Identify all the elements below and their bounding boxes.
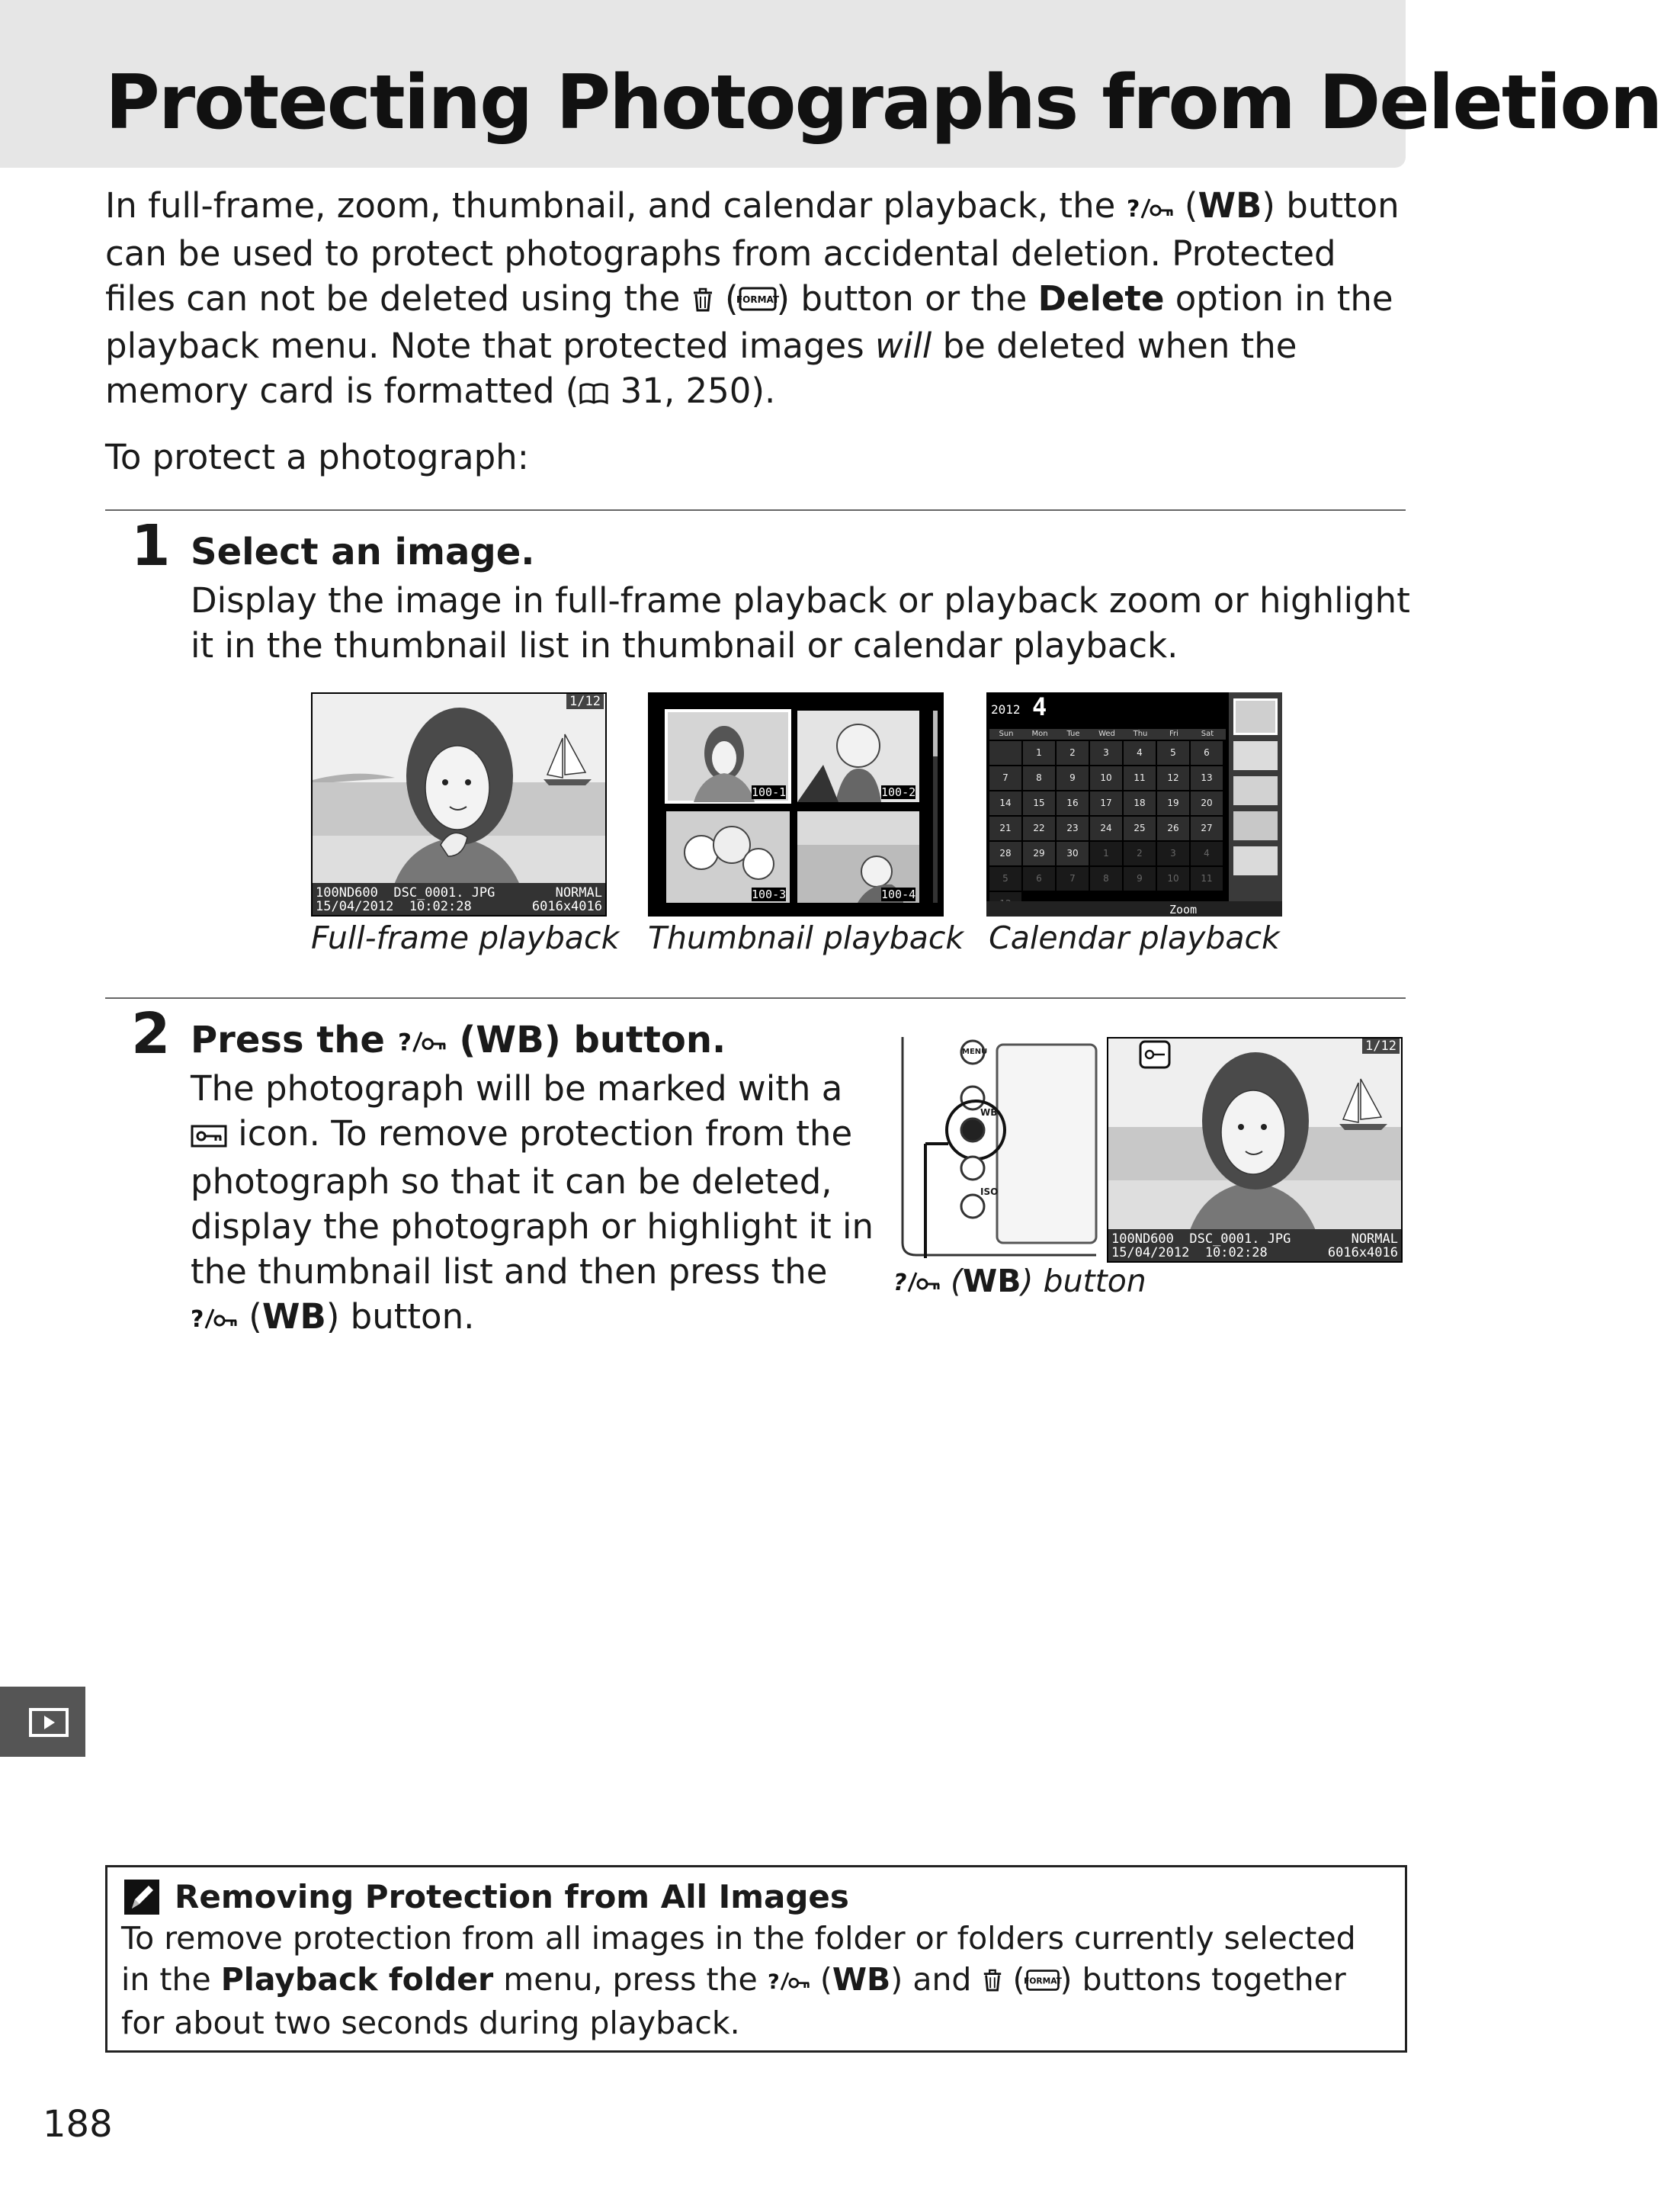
svg-text:?: ? (397, 1029, 412, 1057)
note-box (105, 1865, 1407, 2053)
calendar-grid (989, 741, 1226, 901)
intro-text: ( (713, 278, 739, 319)
calendar-day-cell[interactable]: 13 (1191, 766, 1223, 790)
frame-counter: 1/12 (1362, 1039, 1400, 1054)
wb-key-label: WB (963, 1263, 1021, 1299)
calendar-zoom-hint: Zoom (1169, 903, 1198, 917)
page-number: 188 (43, 2103, 113, 2146)
image-quality: NORMAL (1351, 1231, 1398, 1247)
image-size: 6016x4016 (531, 899, 602, 914)
image-quality: NORMAL (555, 885, 602, 901)
calendar-day-cell[interactable]: 5 (989, 867, 1021, 891)
title-band (0, 0, 1661, 168)
thumb-label: 100-1 (752, 785, 787, 799)
step-1-number: 1 (131, 513, 171, 579)
calendar-footer (986, 901, 1282, 917)
help-protect-key-icon (768, 1961, 810, 2002)
intro-text: option in the playback menu. Note that protected images (105, 278, 1393, 366)
help-protect-key-icon (398, 1019, 447, 1065)
step-1-title: Select an image. (191, 531, 535, 573)
calendar-day-cell[interactable]: 11 (1124, 766, 1156, 790)
calendar-day-cell[interactable]: 26 (1157, 817, 1189, 840)
calendar-day-cell[interactable]: 28 (989, 842, 1021, 865)
trash-icon (691, 278, 714, 323)
file-info-line2: 15/04/2012 10:02:28 (316, 899, 472, 914)
playback-folder-label: Playback folder (220, 1961, 494, 1998)
trash-icon (982, 1961, 1003, 2002)
calendar-year: 2012 (991, 702, 1021, 717)
step-2-title-text: Press the (191, 1019, 398, 1061)
wb-key-label: WB (832, 1961, 891, 1998)
svg-text:?: ? (893, 1270, 907, 1296)
calendar-day-cell[interactable]: 30 (1057, 842, 1089, 865)
button-callout-caption (893, 1263, 1146, 1302)
svg-text:FORMAT: FORMAT (736, 294, 779, 305)
intro-text: be deleted when the memory card is formatted ( (105, 326, 1297, 411)
calendar-day-cell[interactable]: 2 (1124, 842, 1156, 865)
calendar-day-cell[interactable]: 7 (1057, 867, 1089, 891)
step-2-text: The photograph will be marked with a (191, 1068, 843, 1109)
menu-button-label: MENU (962, 1048, 988, 1056)
full-frame-photo (311, 692, 607, 917)
step-2-number: 2 (131, 1001, 171, 1067)
calendar-weekday: Thu (1133, 730, 1148, 738)
playback-tab-icon (0, 1687, 85, 1757)
intro-paragraph (105, 183, 1401, 416)
caption-calendar: Calendar playback (989, 920, 1280, 956)
calendar-day-cell[interactable]: 24 (1090, 817, 1122, 840)
playback-section-tab (0, 1687, 85, 1757)
page-title: Protecting Photographs from Deletion (105, 59, 1661, 146)
note-text: ) buttons together for about two seconds during playback. (121, 1961, 1346, 2041)
step-2-title-text: ( (446, 1019, 476, 1061)
format-icon (736, 278, 779, 323)
note-title: Removing Protection from All Images (175, 1878, 849, 1915)
thumb-label: 100-3 (752, 888, 787, 901)
step-2-text: ( (238, 1295, 262, 1337)
protect-key-icon (191, 1114, 227, 1159)
intro-text: ) button can be used to protect photographs from accidental deletion. Protected files can not be deleted using the (105, 185, 1400, 319)
iso-button-label: ISO (980, 1186, 999, 1197)
calendar-day-cell[interactable]: 4 (1124, 741, 1156, 765)
camera-back-illustration (893, 1037, 1096, 1258)
thumbnail-grid (648, 692, 944, 917)
calendar-day-cell[interactable]: 4 (1191, 842, 1223, 865)
calendar-day-cell[interactable]: 3 (1157, 842, 1189, 865)
file-info-line2: 15/04/2012 10:02:28 (1111, 1245, 1268, 1260)
thumb-label: 100-2 (881, 785, 916, 799)
help-protect-key-icon (1127, 186, 1174, 231)
note-body (121, 1918, 1394, 2043)
calendar-day-cell[interactable]: 6 (1191, 741, 1223, 765)
calendar-day-cell[interactable]: 6 (1023, 867, 1055, 891)
calendar-day-cell[interactable]: 8 (1023, 766, 1055, 790)
calendar-day-cell[interactable]: 21 (989, 817, 1021, 840)
note-text: To remove protection from all images in the folder or folders currently selected in the (121, 1920, 1356, 1998)
protected-photo (1107, 1037, 1403, 1263)
divider (105, 997, 1406, 999)
intro-text: In full-frame, zoom, thumbnail, and calendar playback, the (105, 185, 1127, 226)
calendar-day-cell[interactable]: 3 (1090, 741, 1122, 765)
calendar-day-cell[interactable]: 11 (1191, 867, 1223, 891)
caption-full-frame: Full-frame playback (311, 920, 620, 956)
wb-key-label: WB (476, 1019, 544, 1061)
calendar-day-cell[interactable] (989, 741, 1021, 765)
intro-text: 31, 250). (609, 371, 776, 411)
calendar-day-cell[interactable]: 9 (1057, 766, 1089, 790)
protected-image-screen (1107, 1037, 1403, 1263)
step-2-text: ) button. (325, 1295, 475, 1337)
step-2-title (191, 1017, 726, 1065)
calendar-weekday: Tue (1066, 730, 1080, 738)
calendar-weekday: Sun (999, 730, 1014, 738)
note-text: ) and (890, 1961, 982, 1998)
note-text: ( (1002, 1961, 1025, 1998)
calendar-thumb-strip (1229, 692, 1282, 901)
calendar-day-cell[interactable]: 14 (989, 791, 1021, 815)
calendar-day-cell[interactable]: 27 (1191, 817, 1223, 840)
file-info-line1: 100ND600 DSC_0001. JPG (316, 885, 495, 901)
caption-thumbnail: Thumbnail playback (648, 920, 964, 956)
calendar-day-cell[interactable]: 20 (1191, 791, 1223, 815)
calendar-day-cell[interactable]: 15 (1023, 791, 1055, 815)
calendar-weekday: Wed (1098, 730, 1115, 738)
wb-key-label: WB (1198, 185, 1262, 226)
svg-text:FORMAT: FORMAT (1023, 1976, 1062, 1986)
calendar-day-cell[interactable]: 1 (1023, 741, 1055, 765)
svg-text:?: ? (767, 1970, 780, 1994)
calendar-day-cell[interactable]: 29 (1023, 842, 1055, 865)
calendar-day-cell[interactable]: 23 (1057, 817, 1089, 840)
calendar-day-cell[interactable]: 8 (1090, 867, 1122, 891)
calendar-day-cell[interactable]: 9 (1124, 867, 1156, 891)
thumbnail-playback-screen (648, 692, 944, 917)
wb-button-label: WB (980, 1107, 998, 1118)
calendar-day-cell[interactable]: 17 (1090, 791, 1122, 815)
calendar-day-cell[interactable]: 2 (1057, 741, 1089, 765)
step-2-text: icon. To remove protection from the photograph so that it can be deleted, display the photograph or highlight it in the thumbnail list and then press the (191, 1113, 874, 1292)
help-protect-key-icon (191, 1296, 238, 1341)
calendar-weekday-row (989, 729, 1226, 740)
pencil-note-icon (123, 1878, 161, 1919)
image-size: 6016x4016 (1327, 1245, 1398, 1260)
calendar-day-cell[interactable]: 7 (989, 766, 1021, 790)
format-icon (1025, 1961, 1060, 2002)
calendar-day-cell[interactable]: 25 (1124, 817, 1156, 840)
note-text: menu, press the (493, 1961, 768, 1998)
note-text: ( (810, 1961, 832, 1998)
intro-text: ( (1173, 185, 1198, 226)
calendar-day-cell[interactable]: 12 (1157, 766, 1189, 790)
calendar-weekday: Mon (1031, 730, 1048, 738)
file-info-line1: 100ND600 DSC_0001. JPG (1111, 1231, 1291, 1247)
step-2-body (191, 1066, 877, 1341)
calendar-day-cell[interactable]: 5 (1157, 741, 1189, 765)
calendar-day-cell[interactable]: 16 (1057, 791, 1089, 815)
calendar-day-cell[interactable]: 10 (1090, 766, 1122, 790)
wb-key-label: WB (261, 1295, 326, 1337)
full-frame-playback-screen (311, 692, 607, 917)
calendar-day-cell[interactable]: 1 (1090, 842, 1122, 865)
callout-text: ) button (1021, 1263, 1146, 1299)
calendar-day-cell[interactable]: 10 (1157, 867, 1189, 891)
frame-counter: 1/12 (566, 694, 604, 709)
calendar-month: 4 (1032, 692, 1047, 721)
delete-option-label: Delete (1037, 278, 1165, 319)
step-2-title-text: ) button. (544, 1019, 726, 1061)
book-ref-icon (579, 371, 609, 416)
lead-text: To protect a photograph: (105, 437, 529, 477)
svg-text:?: ? (191, 1306, 204, 1333)
calendar-day-cell[interactable]: 18 (1124, 791, 1156, 815)
calendar-weekday: Fri (1169, 730, 1178, 738)
calendar-day-cell[interactable]: 19 (1157, 791, 1189, 815)
callout-text: ( (941, 1263, 964, 1299)
intro-text: ) button or the (776, 278, 1038, 319)
thumb-label: 100-4 (881, 888, 916, 901)
intro-emphasis: will (875, 326, 932, 366)
step-1-body: Display the image in full-frame playback or playback zoom or highlight it in the thumbnail list in thumbnail or calendar playback. (191, 580, 1410, 666)
calendar-playback-screen (986, 692, 1282, 917)
help-protect-key-icon (893, 1265, 941, 1302)
divider (105, 509, 1406, 511)
svg-text:?: ? (1126, 195, 1140, 223)
calendar-day-cell[interactable]: 22 (1023, 817, 1055, 840)
calendar-weekday: Sat (1201, 730, 1214, 738)
